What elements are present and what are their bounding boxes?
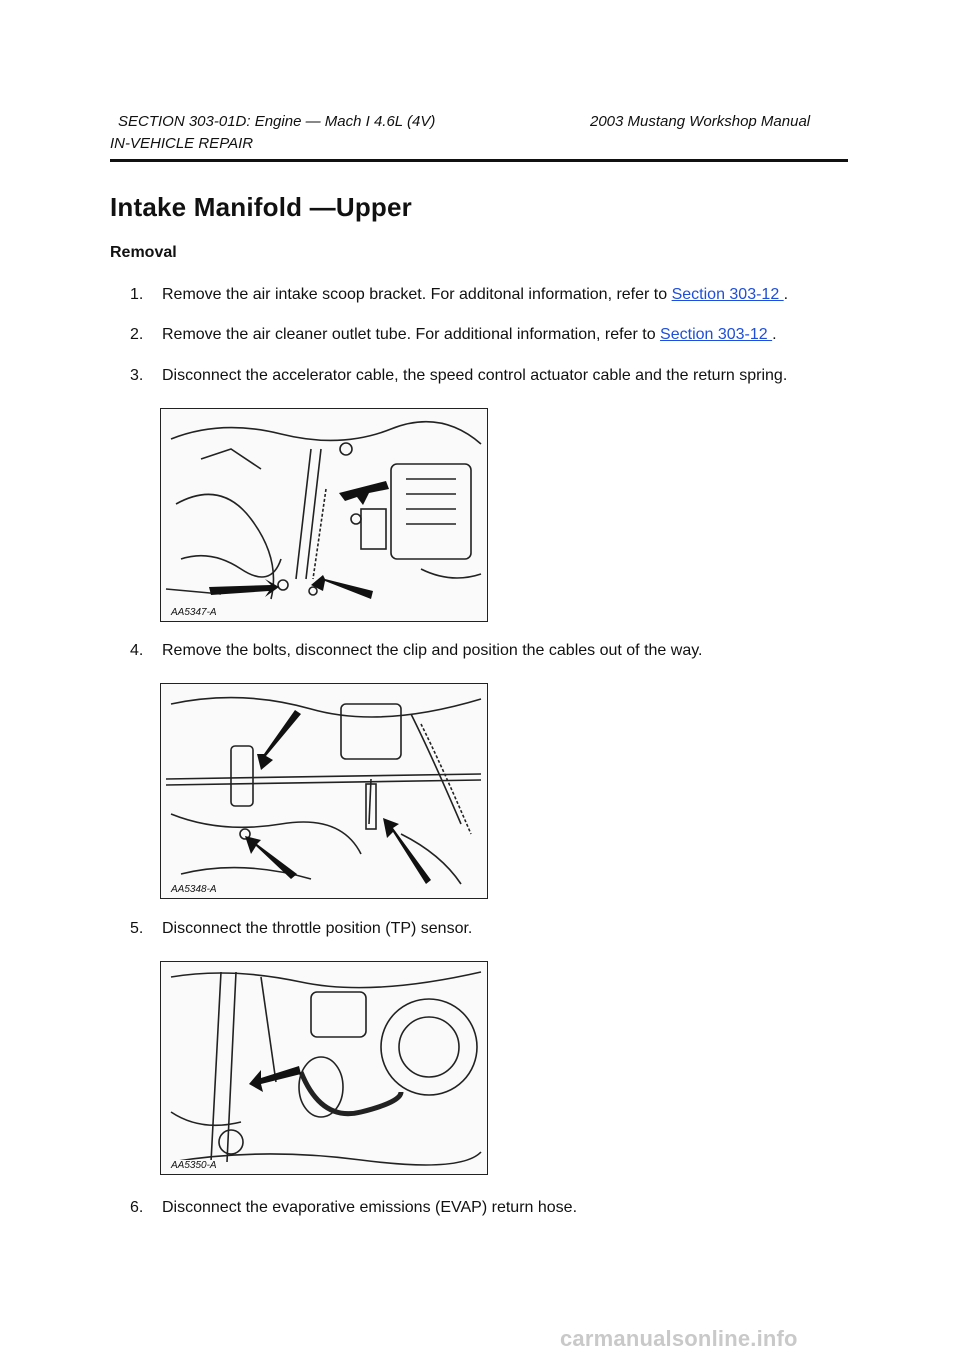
step-number: 6. [130, 1199, 144, 1216]
section-heading: Removal [110, 244, 177, 261]
step-text: Disconnect the accelerator cable, the speed control actuator cable and the return spring. [162, 367, 788, 384]
figure-label: AA5347-A [171, 607, 217, 618]
step-text-end: . [783, 286, 789, 303]
header-manual: 2003 Mustang Workshop Manual [590, 113, 811, 130]
figure-1 [160, 408, 488, 622]
step-number: 3. [130, 367, 144, 384]
section-link[interactable]: Section 303-12 [671, 286, 784, 303]
engine-illustration-icon [161, 684, 487, 898]
header-rule [110, 159, 848, 162]
step-number: 1. [130, 286, 144, 303]
step-3 [130, 367, 787, 385]
page-title: Intake Manifold —Upper [110, 192, 412, 222]
header-subsection: IN-VEHICLE REPAIR [110, 135, 254, 152]
section-link[interactable]: Section 303-12 [660, 326, 773, 343]
figure-label: AA5350-A [171, 1160, 217, 1171]
step-number: 5. [130, 920, 144, 937]
step-6 [130, 1199, 577, 1217]
engine-illustration-icon [161, 962, 487, 1174]
step-5 [130, 920, 472, 938]
step-text: Disconnect the evaporative emissions (EVAP) return hose. [162, 1199, 578, 1216]
header-section: SECTION 303-01D: Engine — Mach I 4.6L (4V) [118, 113, 436, 130]
step-4 [130, 642, 702, 660]
step-text: Remove the air intake scoop bracket. For additonal information, refer to [162, 286, 672, 303]
step-number: 2. [130, 326, 144, 343]
step-1 [130, 286, 788, 304]
header-line [110, 113, 850, 133]
step-text: Remove the bolts, disconnect the clip and position the cables out of the way. [162, 642, 703, 659]
page-header [110, 113, 850, 152]
step-text: Disconnect the throttle position (TP) sensor. [162, 920, 473, 937]
engine-illustration-icon [161, 409, 487, 621]
step-2 [130, 326, 777, 344]
watermark: carmanualsonline.info [560, 1326, 798, 1351]
step-text-end: . [772, 326, 777, 343]
figure-3 [160, 961, 488, 1175]
step-number: 4. [130, 642, 144, 659]
figure-2 [160, 683, 488, 899]
figure-label: AA5348-A [171, 884, 217, 895]
step-text: Remove the air cleaner outlet tube. For additional information, refer to [162, 326, 661, 343]
